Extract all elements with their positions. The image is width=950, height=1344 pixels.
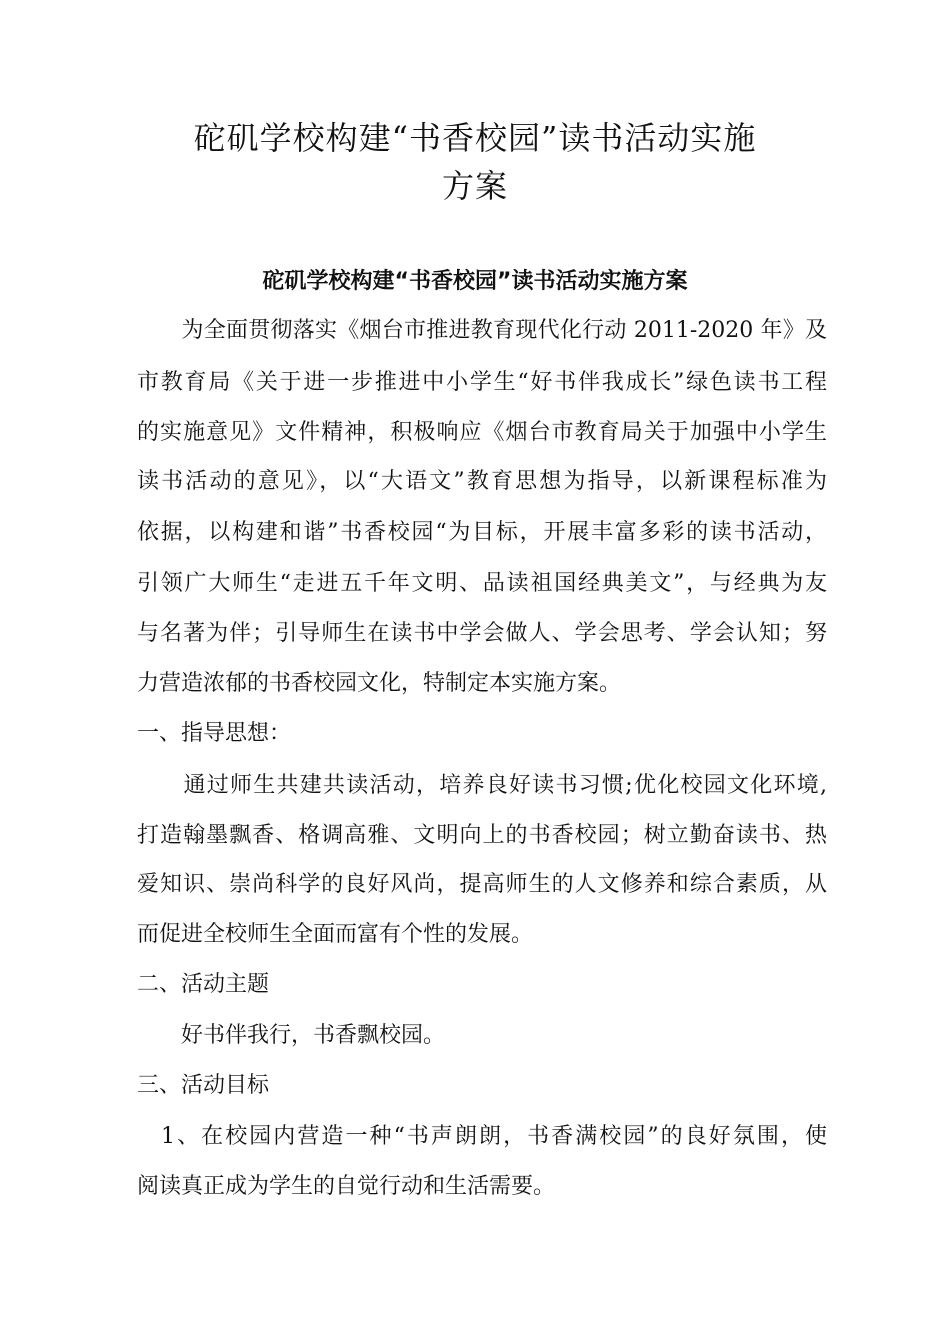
intro-line: 依据，以构建和谐”书香校园“为目标，开展丰富多彩的读书活动， [137,520,827,545]
section-heading-activity-goals: 三、活动目标 [137,1073,270,1098]
intro-line: 力营造浓郁的书香校园文化，特制定本实施方案。 [137,671,622,696]
document-title-line-1: 砣矶学校构建“书香校园”读书活动实施 [193,119,757,157]
intro-line: 与名著为伴；引导师生在读书中学会做人、学会思考、学会认知；努 [137,621,827,646]
intro-line: 为全面贯彻落实《烟台市推进教育现代化行动 2011-2020 年》及 [137,318,827,343]
section3-line: 1、在校园内营造一种“书声朗朗，书香满校园”的良好氛围，使 [137,1124,827,1149]
section1-line: 而促进全校师生全面而富有个性的发展。 [137,922,534,947]
intro-line: 市教育局《关于进一步推进中小学生“好书伴我成长”绿色读书工程 [137,370,827,395]
section1-line: 通过师生共建共读活动，培养良好读书习惯;优化校园文化环境, [137,773,827,798]
intro-line: 读书活动的意见》，以“大语文”教育思想为指导，以新课程标准为 [137,469,827,494]
section2-text: 好书伴我行，书香飘校园。 [137,1023,446,1048]
intro-line: 引领广大师生“走进五千年文明、品读祖国经典美文”，与经典为友 [137,571,827,596]
section3-line: 阅读真正成为学生的自觉行动和生活需要。 [137,1174,556,1199]
document-subtitle: 砣矶学校构建“书香校园”读书活动实施方案 [262,269,688,294]
intro-line: 的实施意见》文件精神，积极响应《烟台市教育局关于加强中小学生 [137,420,827,445]
section1-line: 爱知识、崇尚科学的良好风尚，提高师生的人文修养和综合素质，从 [137,872,827,897]
section-heading-guiding-ideology: 一、指导思想： [137,721,292,746]
section1-line: 打造翰墨飘香、格调高雅、文明向上的书香校园；树立勤奋读书、热 [137,823,827,848]
section-heading-activity-theme: 二、活动主题 [137,972,270,997]
document-title-line-2: 方案 [441,167,508,205]
